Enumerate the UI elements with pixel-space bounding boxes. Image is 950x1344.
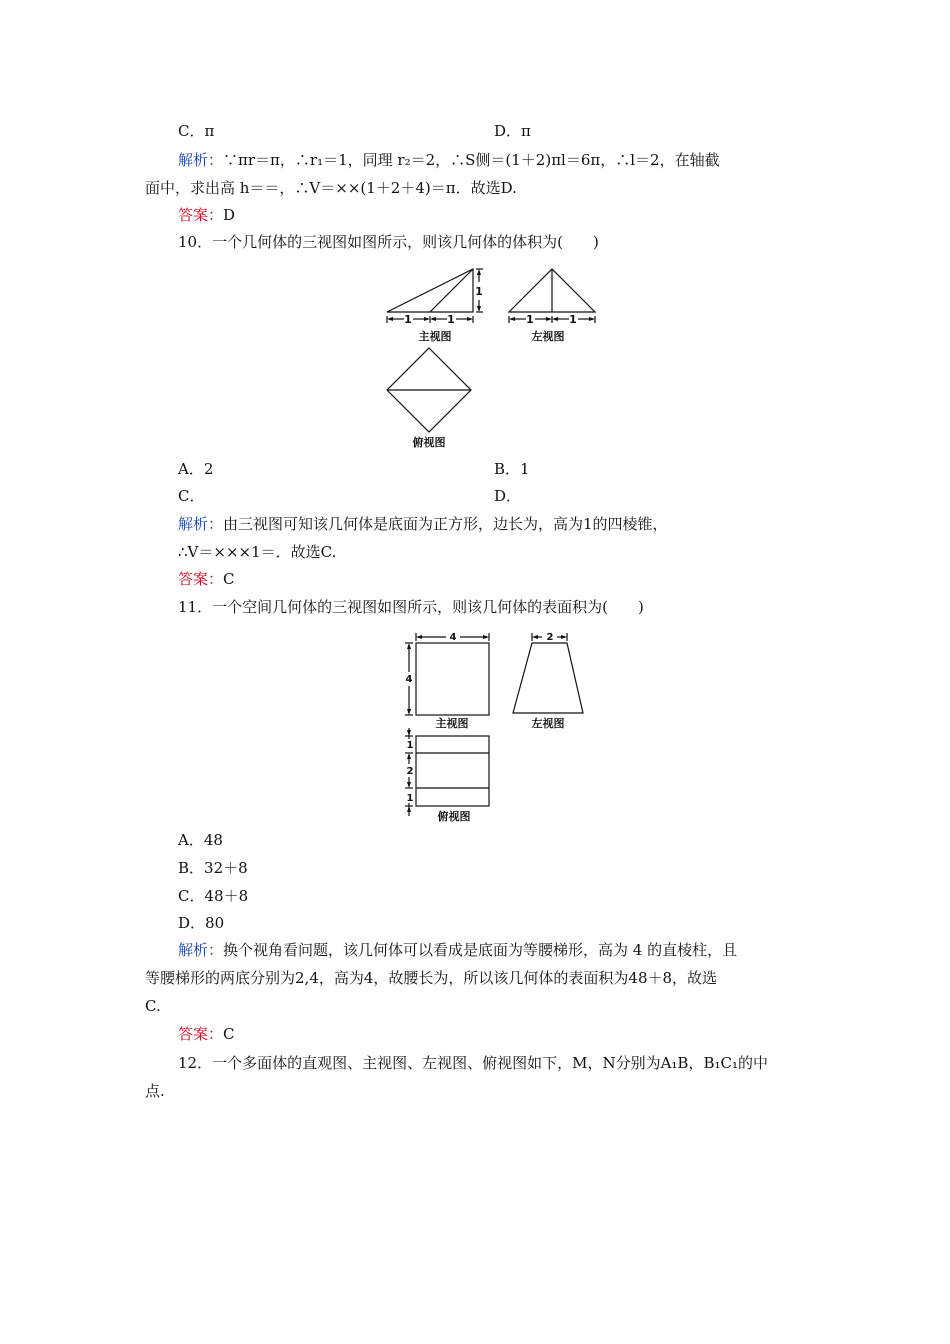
- q11-stem: 11．一个空间几何体的三视图如图所示，则该几何体的表面积为( ): [178, 598, 644, 616]
- q10-three-view-figure: [380, 262, 605, 452]
- q11-option-a: A．48: [178, 831, 223, 849]
- q10-front-view-caption: 主视图: [418, 330, 452, 343]
- q11-answer: [178, 1024, 235, 1044]
- analysis-label: 解析：: [178, 151, 224, 169]
- answer-value: C: [223, 1025, 235, 1043]
- analysis-label: 解析：: [178, 515, 224, 533]
- q11-analysis-line3: C.: [145, 997, 161, 1015]
- answer-label: 答案：: [178, 206, 224, 224]
- analysis-label: 解析：: [178, 941, 224, 959]
- analysis-text: 由三视图可知该几何体是底面为正方形，边长为，高为1的四棱锥，: [223, 515, 668, 533]
- q9-option-c: C．π: [178, 122, 215, 140]
- q11-dim-label: 4: [449, 632, 457, 643]
- q12-stem-line2: 点.: [145, 1082, 165, 1100]
- q9-answer: [178, 205, 235, 225]
- q11-side-view-caption: 左视图: [531, 717, 565, 730]
- q11-three-view-figure: [400, 628, 590, 828]
- q11-option-d: D．80: [178, 914, 225, 932]
- q12-stem-line1: 12．一个多面体的直观图、主视图、左视图、俯视图如下，M，N分别为A₁B，B₁C₁的中: [178, 1054, 768, 1072]
- q11-dim-label: 2: [546, 632, 554, 643]
- q11-top-view: [405, 728, 489, 816]
- answer-value: C: [223, 570, 235, 588]
- q10-top-view-caption: 俯视图: [412, 436, 446, 449]
- q9-option-d: D．π: [494, 122, 531, 140]
- q10-dim-label: 1: [475, 285, 483, 298]
- analysis-text: 换个视角看问题，该几何体可以看成是底面为等腰梯形，高为 4 的直棱柱，且: [223, 941, 738, 959]
- q10-dim-label: 1: [447, 313, 455, 326]
- q10-stem: 10．一个几何体的三视图如图所示，则该几何体的体积为( ): [178, 233, 599, 251]
- answer-label: 答案：: [178, 570, 224, 588]
- q10-analysis-line2: ∴V＝×××1＝．故选C.: [178, 543, 337, 561]
- q11-dim-label: 4: [405, 674, 413, 685]
- q11-dim-label: 2: [406, 766, 414, 777]
- q10-option-b: B．1: [494, 460, 530, 478]
- answer-label: 答案：: [178, 1025, 224, 1043]
- q10-answer: [178, 569, 235, 589]
- q11-top-view-caption: 俯视图: [437, 810, 471, 823]
- q10-side-view-caption: 左视图: [531, 330, 565, 343]
- q11-front-view-caption: 主视图: [435, 717, 469, 730]
- q11-side-view: [513, 633, 583, 713]
- q10-side-view: [509, 269, 595, 323]
- q11-dim-label: 1: [406, 740, 414, 751]
- q10-option-c: C．: [178, 487, 205, 505]
- answer-value: D: [223, 206, 236, 224]
- q11-front-view: [405, 633, 489, 715]
- q10-dim-label: 1: [404, 313, 412, 326]
- q10-option-d: D．: [494, 487, 522, 505]
- q10-option-a: A．2: [178, 460, 214, 478]
- q10-front-view: [387, 269, 483, 323]
- q10-analysis-line1: [178, 514, 668, 534]
- q11-dim-label: 1: [406, 793, 414, 804]
- q11-analysis-line1: [178, 940, 737, 960]
- q10-top-view: [387, 348, 471, 432]
- q10-dim-label: 1: [569, 313, 577, 326]
- q11-option-b: B．32＋8: [178, 859, 248, 877]
- q11-analysis-line2: 等腰梯形的两底分别为2,4，高为4，故腰长为，所以该几何体的表面积为48＋8，故选: [145, 969, 718, 987]
- q10-dim-label: 1: [526, 313, 534, 326]
- q9-analysis-line2: 面中，求出高 h＝＝，∴V＝××(1＋2＋4)＝π．故选D.: [145, 179, 517, 197]
- analysis-text: ∵πr＝π，∴r₁＝1，同理 r₂＝2，∴S侧＝(1＋2)πl＝6π，∴l＝2，在轴截: [223, 151, 720, 169]
- q9-analysis-line1: [178, 150, 720, 170]
- q11-option-c: C．48＋8: [178, 887, 249, 905]
